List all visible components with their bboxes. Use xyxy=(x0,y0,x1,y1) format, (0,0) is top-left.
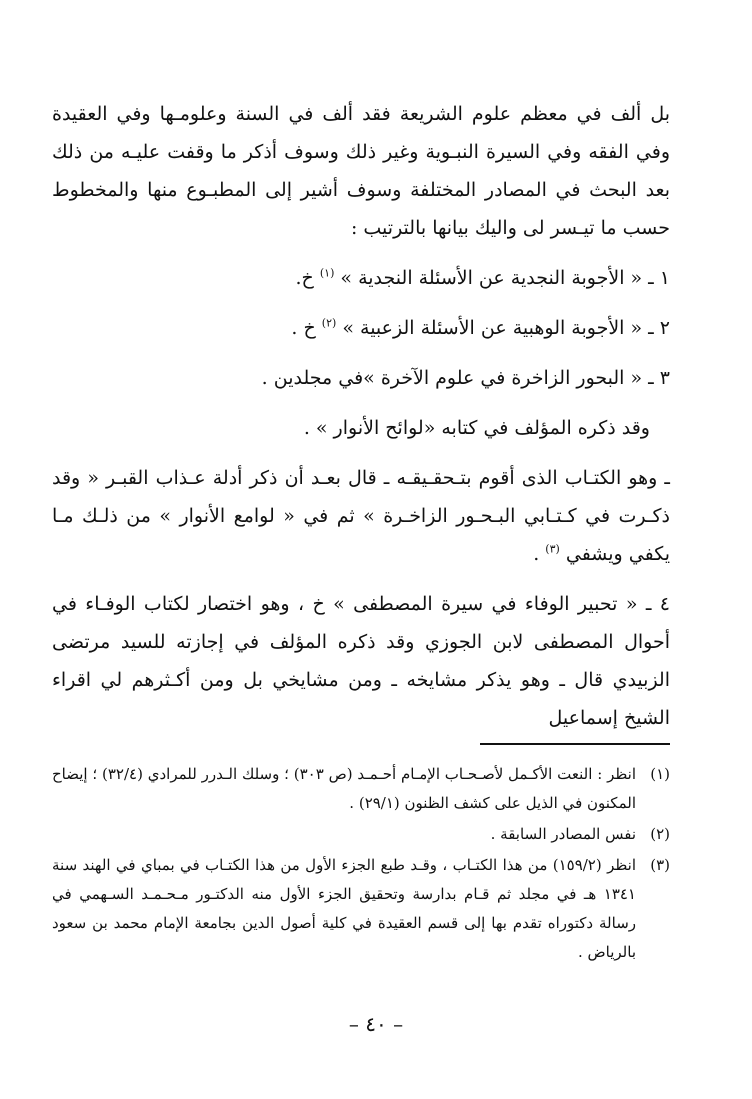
footnote-2-number: (٢) xyxy=(650,825,670,843)
footnote-2 xyxy=(52,820,670,849)
list-item-3-quote-text: ـ وهو الكتـاب الذى أقوم بتـحقـيقـه ـ قال بعـد أن ذكر أدلة عـذاب القبـر « وقد ذكـرت في كـتـابي البـحـور الزاخـرة » ثم في « لوامع الأنوار » من ذلـك مـا يكفي ويشفي xyxy=(52,467,670,565)
list-item-3-note: وقد ذكره المؤلف في كتابه «لوائح الأنوار » . xyxy=(303,417,650,439)
footnote-ref-2: (٢) xyxy=(321,316,337,330)
list-item-3-quote-tail: . xyxy=(533,543,546,565)
footnotes-section xyxy=(52,760,670,969)
footnote-1-number: (١) xyxy=(650,765,670,783)
footnote-3-text: انظر (١٥٩/٢) من هذا الكتـاب ، وقـد طبع الجزء الأول من هذا الكتـاب في بمباي في الهند سنة ١٣٤١ هـ في مجلد ثم قـام بدارسة وتحقيق الجزء الأول منه الدكتـور مـحـمـد السـهمي في رسالة دكتوراه تقدم بها إلى قسم العقيدة في كلية أصول الدين بجامعة الإمام محمد بن سعود بالرياض . xyxy=(52,856,636,961)
footnote-ref-1: (١) xyxy=(319,266,335,280)
main-text-block xyxy=(52,95,670,737)
list-item-1 xyxy=(52,259,670,297)
footnote-3 xyxy=(52,851,670,967)
list-item-2-tail: خ . xyxy=(291,317,322,339)
footnote-ref-3: (٣) xyxy=(545,542,560,556)
list-item-3: ٣ ـ « البحور الزاخرة في علوم الآخرة »في مجلدين . xyxy=(261,367,670,389)
list-item-3-quote xyxy=(52,459,670,573)
list-item-2 xyxy=(52,309,670,347)
list-item-1-title: ١ ـ « الأجوبة النجدية عن الأسئلة النجدية » xyxy=(340,267,670,289)
footnote-divider xyxy=(480,743,670,745)
list-item-4: ٤ ـ « تحبير الوفاء في سيرة المصطفى » خ ، وهو اختصار لكتاب الوفـاء في أحوال المصطفى لابن الجوزي وقد ذكره المؤلف في إجازته للسيد مرتضى الزبيدي قال ـ وهو يذكر مشايخه ـ ومن مشايخي بل ومن أكـثرهم لي اقراء الشيخ إسماعيل xyxy=(52,593,670,729)
page-number: – ٤٠ – xyxy=(348,1012,404,1036)
list-item-2-title: ٢ ـ « الأجوبة الوهبية عن الأسئلة الزعبية » xyxy=(342,317,670,339)
footnote-3-number: (٣) xyxy=(650,856,670,874)
footnote-2-text: نفس المصادر السابقة . xyxy=(490,825,636,843)
footnote-1-text: انظر : النعت الأكـمل لأصـحـاب الإمـام أحـمـد (ص ٣٠٣) ؛ وسلك الـدرر للمرادي (٣٢/٤) ؛ إيضاح المكنون في الذيل على كشف الظنون (٢٩/١) . xyxy=(52,765,636,812)
intro-paragraph: بل ألف في معظم علوم الشريعة فقد ألف في السنة وعلومـها وفي العقيدة وفي الفقه وفي السيرة النبـوية وغير ذلك وسوف أذكر ما وقفت عليـه من ذلك بعد البحث في المصادر المختلفة وسوف أشير إلى المطبـوع منها والمخطوط حسب ما تيـسر لى واليك بيانها بالترتيب : xyxy=(52,103,671,239)
footnote-1 xyxy=(52,760,670,818)
list-item-1-tail: خ. xyxy=(295,267,320,289)
